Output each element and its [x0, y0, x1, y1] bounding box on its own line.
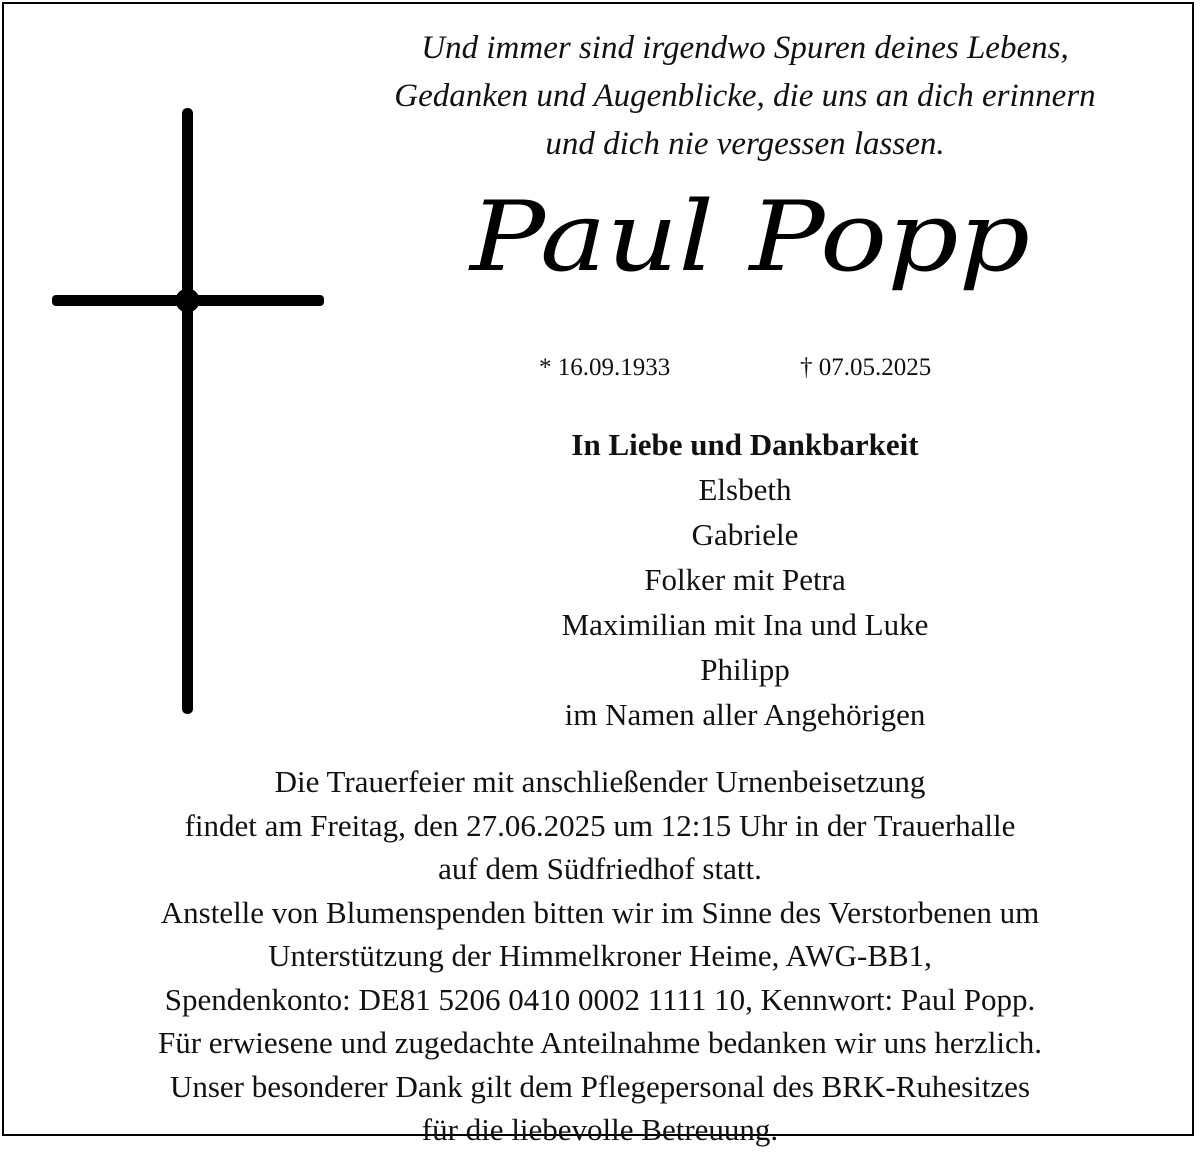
- funeral-notice: [20, 760, 1180, 1152]
- notice-line: für die liebevolle Betreuung.: [421, 1112, 779, 1147]
- mourners-heading: In Liebe und Dankbarkeit: [571, 427, 919, 462]
- birth-date: * 16.09.1933: [539, 354, 671, 381]
- mourners-block: [445, 422, 1045, 737]
- mourner-name: Maximilian mit Ina und Luke: [561, 607, 929, 642]
- mourner-name: Elsbeth: [698, 472, 792, 507]
- quote-line: Und immer sind irgendwo Spuren deines Lebens,: [421, 30, 1069, 66]
- mourner-name: im Namen aller Angehörigen: [564, 697, 926, 732]
- death-date: † 07.05.2025: [800, 354, 932, 381]
- memorial-quote: [340, 24, 1150, 168]
- deceased-name: [440, 178, 1060, 348]
- mourner-name: Gabriele: [691, 517, 799, 552]
- quote-line: Gedanken und Augenblicke, die uns an dich erinnern: [394, 78, 1096, 114]
- notice-line: findet am Freitag, den 27.06.2025 um 12:15 Uhr in der Trauerhalle: [184, 807, 1016, 843]
- notice-line: Die Trauerfeier mit anschließender Urnenbeisetzung: [274, 764, 926, 799]
- quote-line: und dich nie vergessen lassen.: [545, 126, 945, 162]
- notice-line: Spendenkonto: DE81 5206 0410 0002 1111 10, Kennwort: Paul Popp.: [164, 981, 1036, 1017]
- mourner-name: Philipp: [700, 652, 790, 687]
- notice-line: Unterstützung der Himmelkroner Heime, AWG-BB1,: [268, 938, 932, 973]
- notice-line: auf dem Südfriedhof statt.: [438, 851, 762, 886]
- cross-icon: [52, 108, 324, 714]
- notice-line: Anstelle von Blumenspenden bitten wir im Sinne des Verstorbenen um: [160, 894, 1040, 930]
- svg-text:Paul Popp: Paul Popp: [467, 181, 1030, 293]
- notice-line: Unser besonderer Dank gilt dem Pflegepersonal des BRK-Ruhesitzes: [169, 1068, 1031, 1104]
- mourner-name: Folker mit Petra: [644, 562, 846, 597]
- notice-line: Für erwiesene und zugedachte Anteilnahme bedanken wir uns herzlich.: [157, 1025, 1043, 1060]
